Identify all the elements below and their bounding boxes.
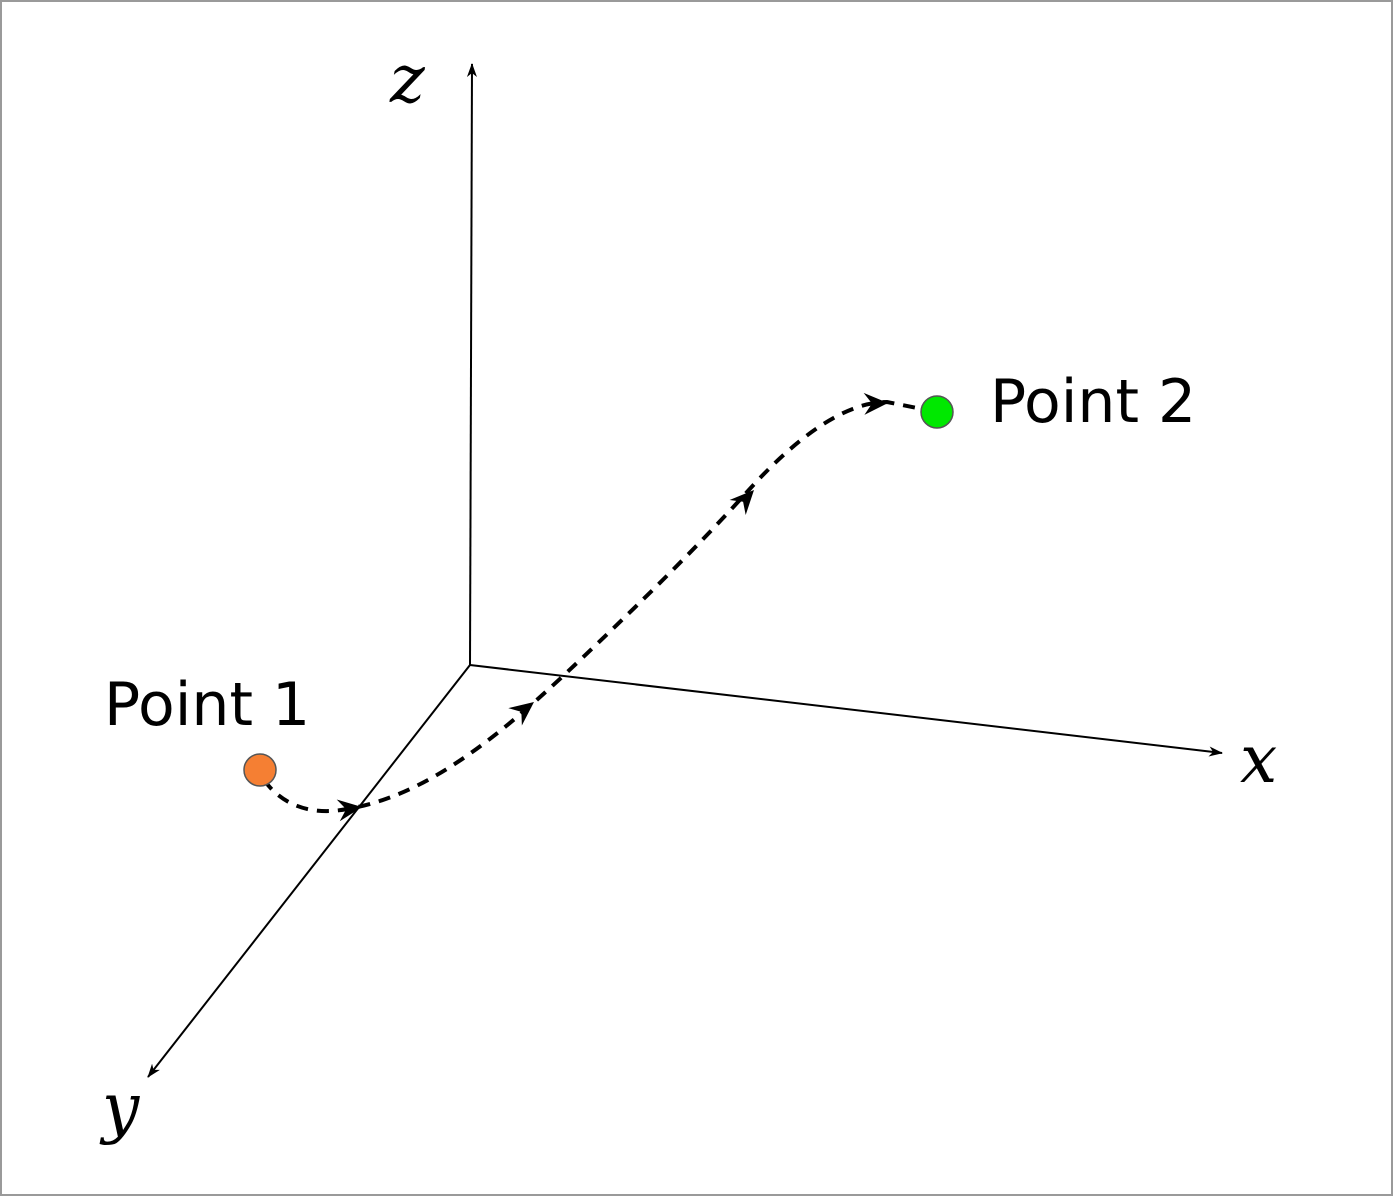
x-axis-label: x	[1240, 721, 1278, 798]
point-1-marker	[244, 754, 276, 786]
z-axis	[470, 64, 472, 665]
y-axis-label: y	[102, 1069, 140, 1146]
diagram-svg	[2, 2, 1393, 1198]
x-axis	[470, 665, 1222, 753]
point-2-marker	[921, 396, 953, 428]
path-arrow-icon	[730, 482, 762, 515]
z-axis-label: z	[390, 41, 425, 118]
trajectory-path	[264, 402, 927, 811]
point-1-label: Point 1	[104, 670, 311, 740]
point-2-label: Point 2	[990, 367, 1197, 437]
